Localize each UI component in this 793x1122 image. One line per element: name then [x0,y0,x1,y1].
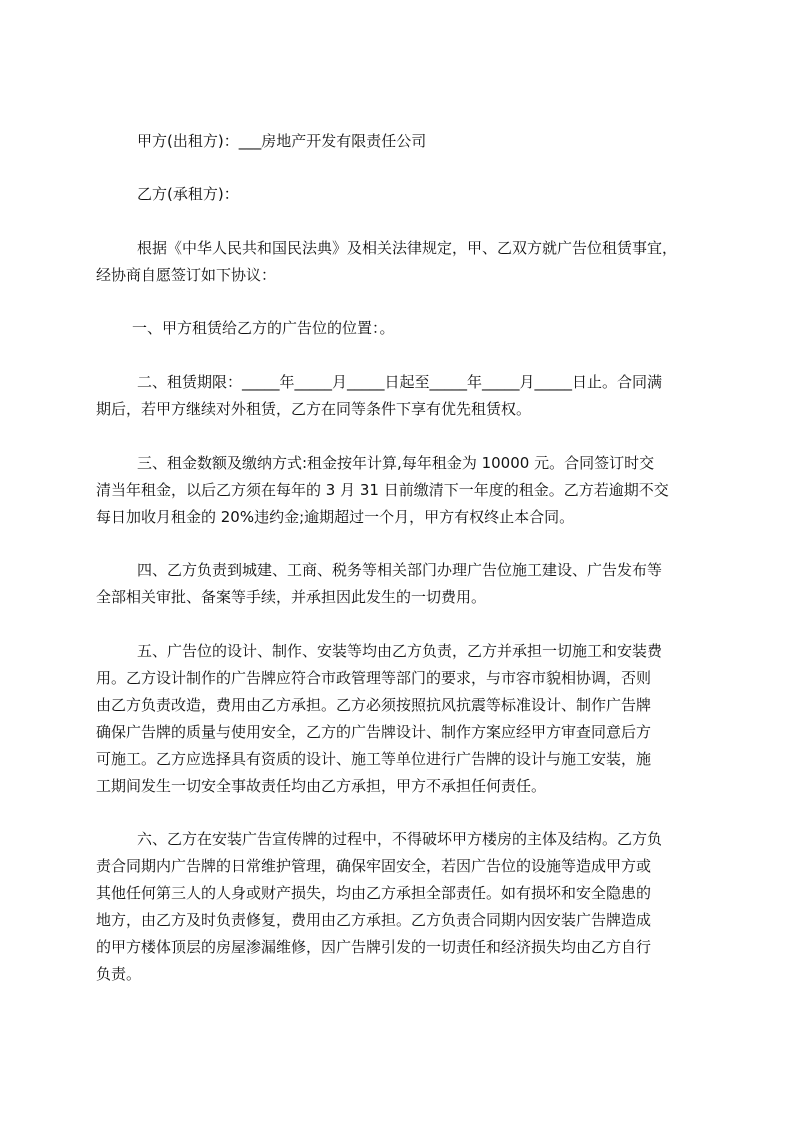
clause-6-line-1: 六、乙方在安装广告宣传牌的过程中，不得破坏甲方楼房的主体及结构。乙方负 [137,830,663,848]
party-b-line: 乙方(承租方)： [137,185,239,203]
party-a-line: 甲方(出租方)：___房地产开发有限责任公司 [137,132,427,150]
clause-6-line-6: 负责。 [96,965,142,983]
clause-4-line-1: 四、乙方负责到城建、工商、税务等相关部门办理广告位施工建设、广告发布等 [137,561,663,579]
clause-6-line-2: 责合同期内广告牌的日常维护管理，确保牢固安全，若因广告位的设施等造成甲方或 [96,857,652,875]
clause-6-line-4: 地方，由乙方及时负责修复，费用由乙方承担。乙方负责合同期内因安装广告牌造成 [96,911,652,929]
clause-2-line-1: 二、租赁期限：_____年_____月_____日起至_____年_____月_____日止。合同满 [137,373,663,391]
clause-2-line-2: 期后，若甲方继续对外租赁，乙方在同等条件下享有优先租赁权。 [96,400,532,418]
clause-5-line-4: 确保广告牌的质量与使用安全，乙方的广告牌设计、制作方案应经甲方审查同意后方 [96,723,652,741]
clause-1-line-1: 一、甲方租赁给乙方的广告位的位置：。 [132,319,395,337]
clause-5-line-3: 由乙方负责改造，费用由乙方承担。乙方必须按照抗风抗震等标准设计、制作广告牌 [96,696,652,714]
clause-5-line-5: 可施工。乙方应选择具有资质的设计、施工等单位进行广告牌的设计与施工安装，施 [96,750,652,768]
clause-4-line-2: 全部相关审批、备案等手续，并承担因此发生的一切费用。 [96,588,487,606]
clause-5-line-1: 五、广告位的设计、制作、安装等均由乙方负责，乙方并承担一切施工和安装费 [137,642,663,660]
clause-5-line-6: 工期间发生一切安全事故责任均由乙方承担，甲方不承担任何责任。 [96,777,547,795]
clause-3-line-3: 每日加收月租金的 20%违约金;逾期超过一个月，甲方有权终止本合同。 [96,508,575,526]
clause-3-line-1: 三、租金数额及缴纳方式:租金按年计算,每年租金为 10000 元。合同签订时交 [137,454,655,472]
preamble-line-1: 根据《中华人民共和国民法典》及相关法律规定，甲、乙双方就广告位租赁事宜， [137,239,678,257]
clause-6-line-5: 的甲方楼体顶层的房屋渗漏维修，因广告牌引发的一切责任和经济损失均由乙方自行 [96,938,652,956]
clause-3-line-2: 清当年租金，以后乙方须在每年的 3 月 31 日前缴清下一年度的租金。乙方若逾期不交 [96,481,669,499]
preamble-line-2: 经协商自愿签订如下协议： [96,266,277,284]
clause-6-line-3: 其他任何第三人的人身或财产损失，均由乙方承担全部责任。如有损坏和安全隐患的 [96,884,652,902]
clause-5-line-2: 用。乙方设计制作的广告牌应符合市政管理等部门的要求，与市容市貌相协调，否则 [96,669,652,687]
